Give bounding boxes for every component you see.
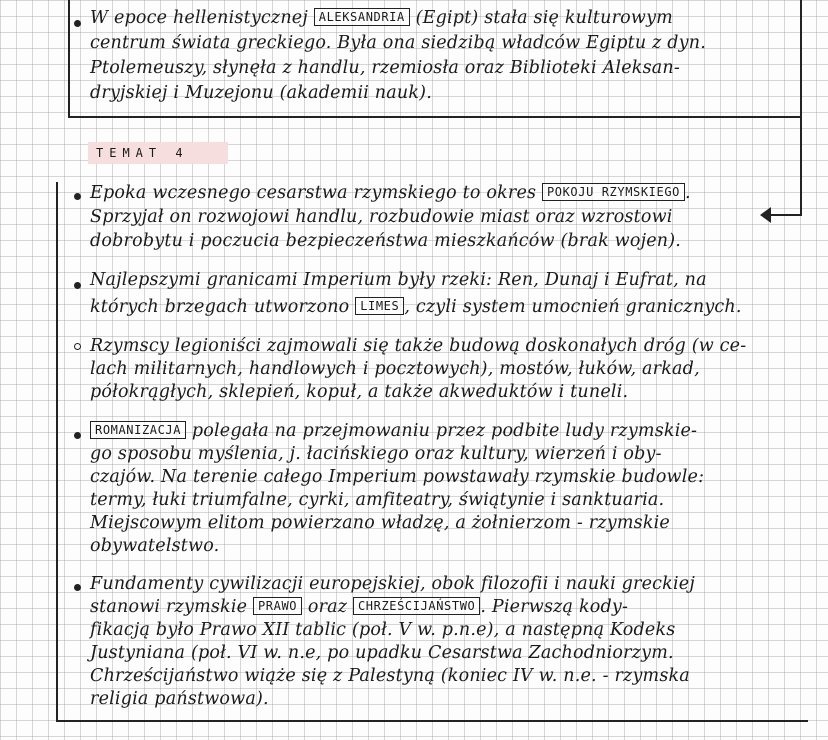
text-segment: Chrześcijaństwo wiąże się z Palestyną (koniec IV w. n.e. - rzymska [90, 666, 690, 686]
key-term-box: LIMES [355, 297, 404, 315]
top-box-left-border [68, 0, 70, 118]
bullet-icon [74, 584, 81, 591]
text-line [90, 666, 690, 686]
text-segment: Rzymscy legioniści zajmowali się także budową doskonałych dróg (w ce- [90, 336, 747, 356]
text-line [90, 643, 674, 663]
text-segment: Justyniana (poł. VI w. n.e, po upadku Cesarstwa Zachodniorzym. [90, 643, 674, 663]
text-segment: religia państwowa). [90, 689, 269, 709]
text-segment: dryjskiej i Muzejonu (akademii nauk). [90, 83, 432, 103]
bullet-icon [74, 343, 81, 350]
text-line [90, 444, 662, 464]
text-segment: których brzegach utworzono [90, 297, 356, 317]
text-segment: polegała na przejmowaniu przez podbite ludy rzymskie- [186, 421, 698, 441]
key-term-box: PRAWO [253, 597, 302, 615]
key-term-box: ALEKSANDRIA [314, 8, 410, 26]
text-line [90, 574, 695, 594]
top-box-right-border [800, 0, 802, 118]
connector-arrow-horizontal [766, 214, 802, 216]
text-segment: Fundamenty cywilizacji europejskiej, obok filozofii i nauki greckiej [90, 574, 695, 594]
key-term-box: CHRZEŚCIJAŃSTWO [353, 597, 480, 615]
text-line [90, 207, 673, 227]
connector-arrow-line [800, 116, 802, 216]
text-line [90, 83, 432, 103]
text-line [90, 270, 707, 290]
text-segment: centrum świata greckiego. Była ona siedzibą władców Egiptu z dyn. [90, 33, 706, 53]
text-line [90, 597, 628, 617]
text-segment: Epoka wczesnego cesarstwa rzymskiego to okres [90, 183, 542, 203]
bullet-icon [74, 432, 81, 439]
text-segment: termy, łuki triumfalne, cyrki, amfiteatry, świątynie i sanktuaria. [90, 490, 665, 510]
text-segment: . Pierwszą kody- [480, 597, 629, 617]
text-line [90, 336, 746, 356]
topic-header: TEMAT 4 [88, 142, 228, 164]
text-line [90, 536, 219, 556]
text-segment: lach militarnych, handlowych i pocztowych), mostów, łuków, arkad, [90, 359, 700, 379]
text-line [90, 231, 681, 251]
text-segment: W epoce hellenistycznej [90, 8, 314, 28]
text-line [90, 382, 628, 402]
text-segment: dobrobytu i poczucia bezpieczeństwa mieszkańców (brak wojen). [90, 231, 682, 251]
text-line [90, 297, 742, 317]
text-segment: (Egipt) stała się kulturowym [409, 8, 673, 28]
bullet-icon [74, 193, 81, 200]
text-line [90, 620, 675, 640]
text-line [90, 490, 664, 510]
bullet-icon [74, 20, 81, 27]
text-segment: , czyli system umocnień granicznych. [404, 297, 742, 317]
text-segment: Miejscowym elitom powierzano władzę, a żołnierzom - rzymskie [90, 513, 670, 533]
text-segment: półokrągłych, sklepień, kopuł, a także akweduktów i tuneli. [90, 382, 629, 402]
text-segment: oraz [302, 597, 353, 617]
text-line [90, 421, 697, 441]
text-line [90, 689, 269, 709]
text-line [90, 513, 670, 533]
text-segment: stanowi rzymskie [90, 597, 253, 617]
key-term-box: POKOJU RZYMSKIEGO [542, 183, 685, 201]
bullet-icon [74, 282, 81, 289]
text-line [90, 33, 706, 53]
text-segment: . [684, 183, 691, 203]
text-segment: Najlepszymi granicami Imperium były rzeki: Ren, Dunaj i Eufrat, na [90, 270, 707, 290]
text-segment: Ptolemeuszy, słynęła z handlu, rzemiosła oraz Biblioteki Aleksan- [90, 58, 680, 78]
main-box-left-border [56, 182, 58, 722]
text-line [90, 359, 700, 379]
text-segment: obywatelstwo. [90, 536, 220, 556]
top-box-bottom-border [68, 116, 802, 118]
text-segment: fikacją było Prawo XII tablic (poł. V w. p.n.e), a następną Kodeks [90, 620, 676, 640]
text-segment: go sposobu myślenia, j. łacińskiego oraz kultury, wierzeń i oby- [90, 444, 662, 464]
text-line [90, 183, 691, 203]
text-segment: czajów. Na terenie całego Imperium powstawały rzymskie budowle: [90, 467, 705, 487]
key-term-box: ROMANIZACJA [90, 421, 186, 439]
main-box-bottom-border [56, 720, 808, 722]
arrowhead-icon [760, 207, 771, 223]
text-line [90, 8, 673, 28]
text-segment: Sprzyjał on rozwojowi handlu, rozbudowie miast oraz wzrostowi [90, 207, 673, 227]
text-line [90, 467, 704, 487]
text-line [90, 58, 680, 78]
